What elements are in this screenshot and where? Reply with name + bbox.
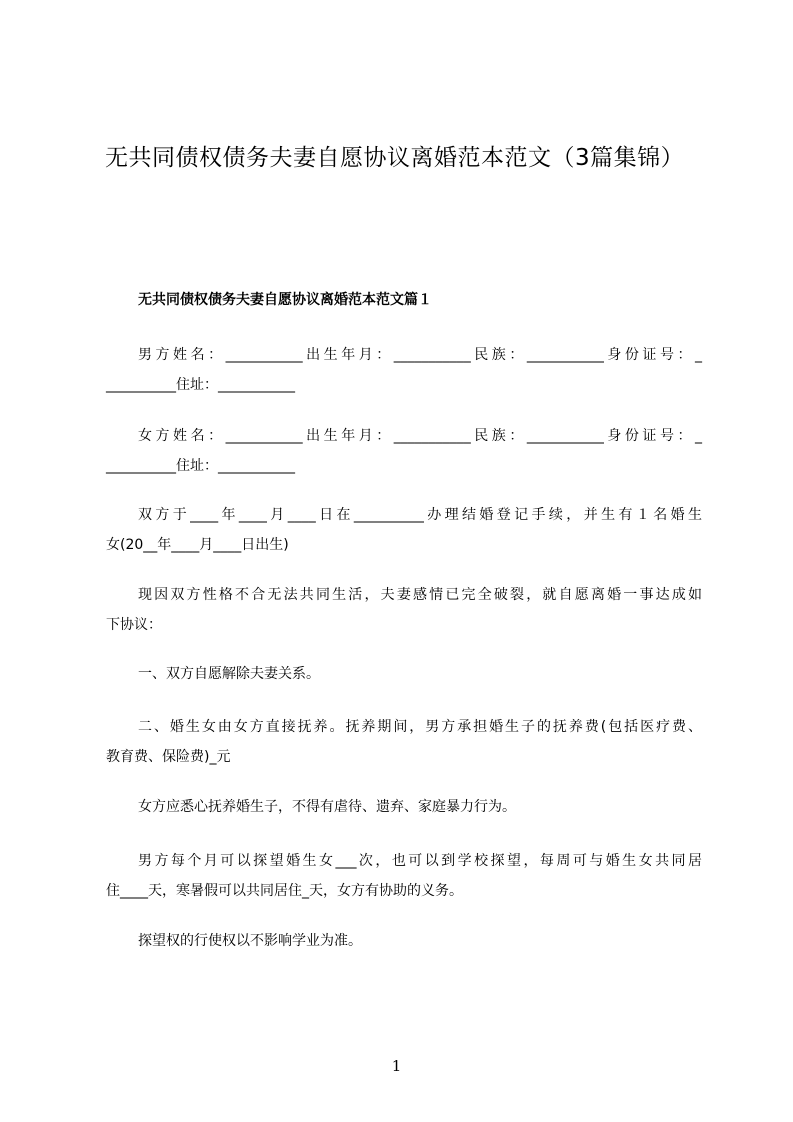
paragraph-clause-2 (106, 712, 702, 772)
paragraph-line: __________住址：___________ (106, 458, 295, 474)
paragraph-line: 住____天，寒暑假可以共同居住_天，女方有协助的义务。 (106, 883, 463, 899)
paragraph-female-info (106, 421, 702, 481)
paragraph-divorce-reason (106, 580, 702, 640)
paragraph-line: 下协议： (106, 617, 162, 633)
paragraph-mother-duty (106, 792, 702, 822)
paragraph-visitation-limit (106, 926, 702, 956)
paragraph-line: 现因双方性格不合无法共同生活，夫妻感情已完全破裂，就自愿离婚一事达成如 (138, 587, 702, 603)
paragraph-marriage-registration (106, 500, 702, 560)
paragraph-clause-1 (106, 659, 702, 689)
paragraph-line: 教育费、保险费)_元 (106, 749, 231, 765)
paragraph-line: 二、婚生女由女方直接抚养。抚养期间，男方承担婚生子的抚养费(包括医疗费、 (138, 719, 702, 735)
page-number: 1 (391, 1057, 402, 1075)
paragraph-line: 双方于____年____月____日在__________办理结婚登记手续，并生有１名婚生 (138, 507, 702, 523)
paragraph-line: 女方应悉心抚养婚生子，不得有虐待、遗弃、家庭暴力行为。 (138, 799, 516, 815)
section-heading: 无共同债权债务夫妻自愿协议离婚范本范文篇１ (138, 292, 432, 308)
paragraph-male-info (106, 340, 702, 400)
document-title: 无共同债权债务夫妻自愿协议离婚范本范文（3篇集锦） (105, 145, 685, 171)
paragraph-line: 女(20__年____月____日出生) (106, 537, 289, 553)
paragraph-line: 男方每个月可以探望婚生女___次，也可以到学校探望，每周可与婚生女共同居 (138, 853, 702, 869)
paragraph-line: 探望权的行使权以不影响学业为准。 (138, 933, 362, 949)
paragraph-line: __________住址：___________ (106, 377, 295, 393)
paragraph-line: 女方姓名：___________出生年月：___________民族：___________身份证号：_ (138, 428, 702, 444)
paragraph-line: 一、双方自愿解除夫妻关系。 (138, 666, 320, 682)
paragraph-visitation (106, 846, 702, 906)
paragraph-line: 男方姓名：___________出生年月：___________民族：___________身份证号：_ (138, 347, 702, 363)
